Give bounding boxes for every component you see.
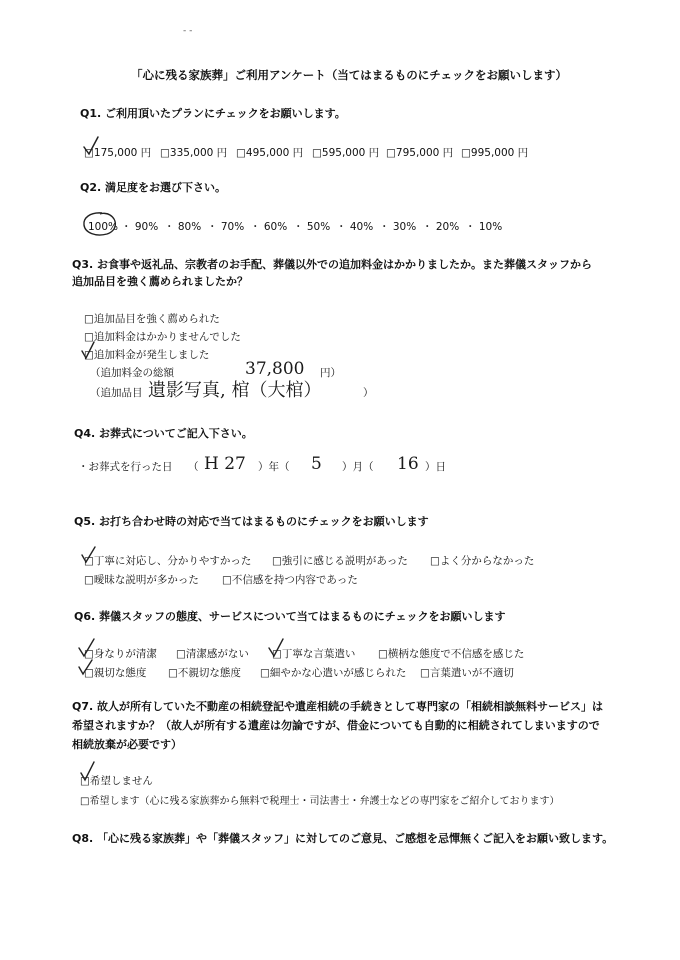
q3-items-value[interactable]: 遺影写真, 棺（大棺） [148,380,322,401]
q5-option-unclear[interactable]: □よく分からなかった [430,555,535,567]
q4-label: Q4. お葬式についてご記入下さい。 [74,427,253,440]
q4-month-unit: ）月（ [342,461,374,473]
q2-option-10[interactable]: ・ 10% [465,221,503,233]
checkmark-icon [81,135,101,159]
q6-label: Q6. 葬儀スタッフの態度、サービスについて当てはまるものにチェックをお願いします [74,610,506,623]
q1-label: Q1. ご利用頂いたプランにチェックをお願いします。 [80,107,346,120]
q6-option-arrogant[interactable]: □横柄な態度で不信感を感じた [378,648,525,660]
q6-option-kind[interactable]: □親切な態度 [84,667,147,679]
q3-label-line2: 追加品目を強く薦められましたか？ [72,275,248,288]
q3-option-pushed[interactable]: □追加品目を強く薦められた [84,313,220,325]
q2-option-80[interactable]: ・ 80% [164,221,202,233]
q3-items-close: ） [363,387,374,399]
q3-total-label: （追加料金の総額 [90,367,174,379]
q1-option-795000[interactable]: □795,000 円 [386,147,454,159]
q4-year-unit: ）年（ [258,461,290,473]
q2-option-100[interactable]: 100% [88,221,119,233]
checkmark-icon [77,657,95,677]
q5-option-vague[interactable]: □曖昧な説明が多かった [84,574,199,586]
q3-label-line1: Q3. お食事や返礼品、宗教者のお手配、葬儀以外での追加料金はかかりましたか。また葬儀スタッフから [72,258,593,271]
survey-title: 「心に残る家族葬」ご利用アンケート（当てはまるものにチェックをお願いします） [131,68,567,82]
q6-option-clean[interactable]: □身なりが清潔 [84,648,157,660]
q7-option-decline[interactable]: □希望しません [80,775,153,787]
q4-year-value[interactable]: H 27 [204,454,246,474]
q5-option-pushy[interactable]: □強引に感じる説明があった [272,555,408,567]
q5-label: Q5. お打ち合わせ時の対応で当てはまるものにチェックをお願いします [74,515,429,528]
q3-items-label: （追加品目 [90,387,143,399]
checkmark-icon [80,340,98,362]
q1-option-995000[interactable]: □995,000 円 [461,147,529,159]
q4-day-value[interactable]: 16 [397,454,419,474]
q7-option-request[interactable]: □希望します（心に残る家族葬から無料で税理士・司法書士・弁護士などの専門家をご紹介しております） [80,796,560,807]
q3-option-extra[interactable]: □追加料金が発生しました [84,349,210,361]
q1-option-335000[interactable]: □335,000 円 [160,147,228,159]
q4-day-unit: ）日 [425,461,446,473]
q7-label-line3: 相続放棄が必要です） [72,738,182,751]
q6-option-thoughtful[interactable]: □細やかな心遣いが感じられた [260,667,407,679]
q5-option-clear[interactable]: □丁寧に対応し、分かりやすかった [84,555,252,567]
q6-option-polite-speech[interactable]: □丁寧な言葉遣い [272,648,356,660]
q7-label-line2: 希望されますか？（故人が所有する遺産は勿論ですが、借金についても自動的に相続されてしまいますので [72,719,600,732]
q2-option-20[interactable]: ・ 20% [422,221,460,233]
q6-option-unclean[interactable]: □清潔感がない [176,648,249,660]
checkmark-icon [266,636,286,660]
q3-total-value[interactable]: 37,800 [245,359,305,379]
q2-option-60[interactable]: ・ 60% [250,221,288,233]
q6-option-unkind[interactable]: □不親切な態度 [168,667,241,679]
checkmark-icon [79,760,97,784]
q2-option-50[interactable]: ・ 50% [293,221,331,233]
q1-option-175000[interactable]: □175,000 円 [84,147,152,159]
q2-option-40[interactable]: ・ 40% [336,221,374,233]
checkmark-icon [80,544,98,566]
q5-option-distrust[interactable]: □不信感を持つ内容であった [222,574,358,586]
q1-option-495000[interactable]: □495,000 円 [236,147,304,159]
q2-option-30[interactable]: ・ 30% [379,221,417,233]
q4-month-value[interactable]: 5 [311,454,322,474]
q7-label-line1: Q7. 故人が所有していた不動産の相続登記や遺産相続の手続きとして専門家の「相続相談無料サービス」は [72,700,604,713]
q1-option-595000[interactable]: □595,000 円 [312,147,380,159]
q6-option-improper-speech[interactable]: □言葉遣いが不適切 [420,667,514,679]
q4-date-prefix: ・お葬式を行った日 [78,461,173,473]
q2-label: Q2. 満足度をお選び下さい。 [80,181,227,194]
q2-option-70[interactable]: ・ 70% [207,221,245,233]
q4-open-paren: （ [188,461,199,473]
q3-total-unit: 円） [320,367,341,379]
selection-circle-icon [80,210,120,240]
q3-option-no-extra[interactable]: □追加料金はかかりませんでした [84,331,241,343]
q8-label: Q8. 「心に残る家族葬」や「葬儀スタッフ」に対してのご意見、ご感想を忌憚無くご記入をお願い致します。 [72,832,614,845]
corner-mark: - - [183,26,193,36]
q2-option-90[interactable]: ・ 90% [121,221,159,233]
